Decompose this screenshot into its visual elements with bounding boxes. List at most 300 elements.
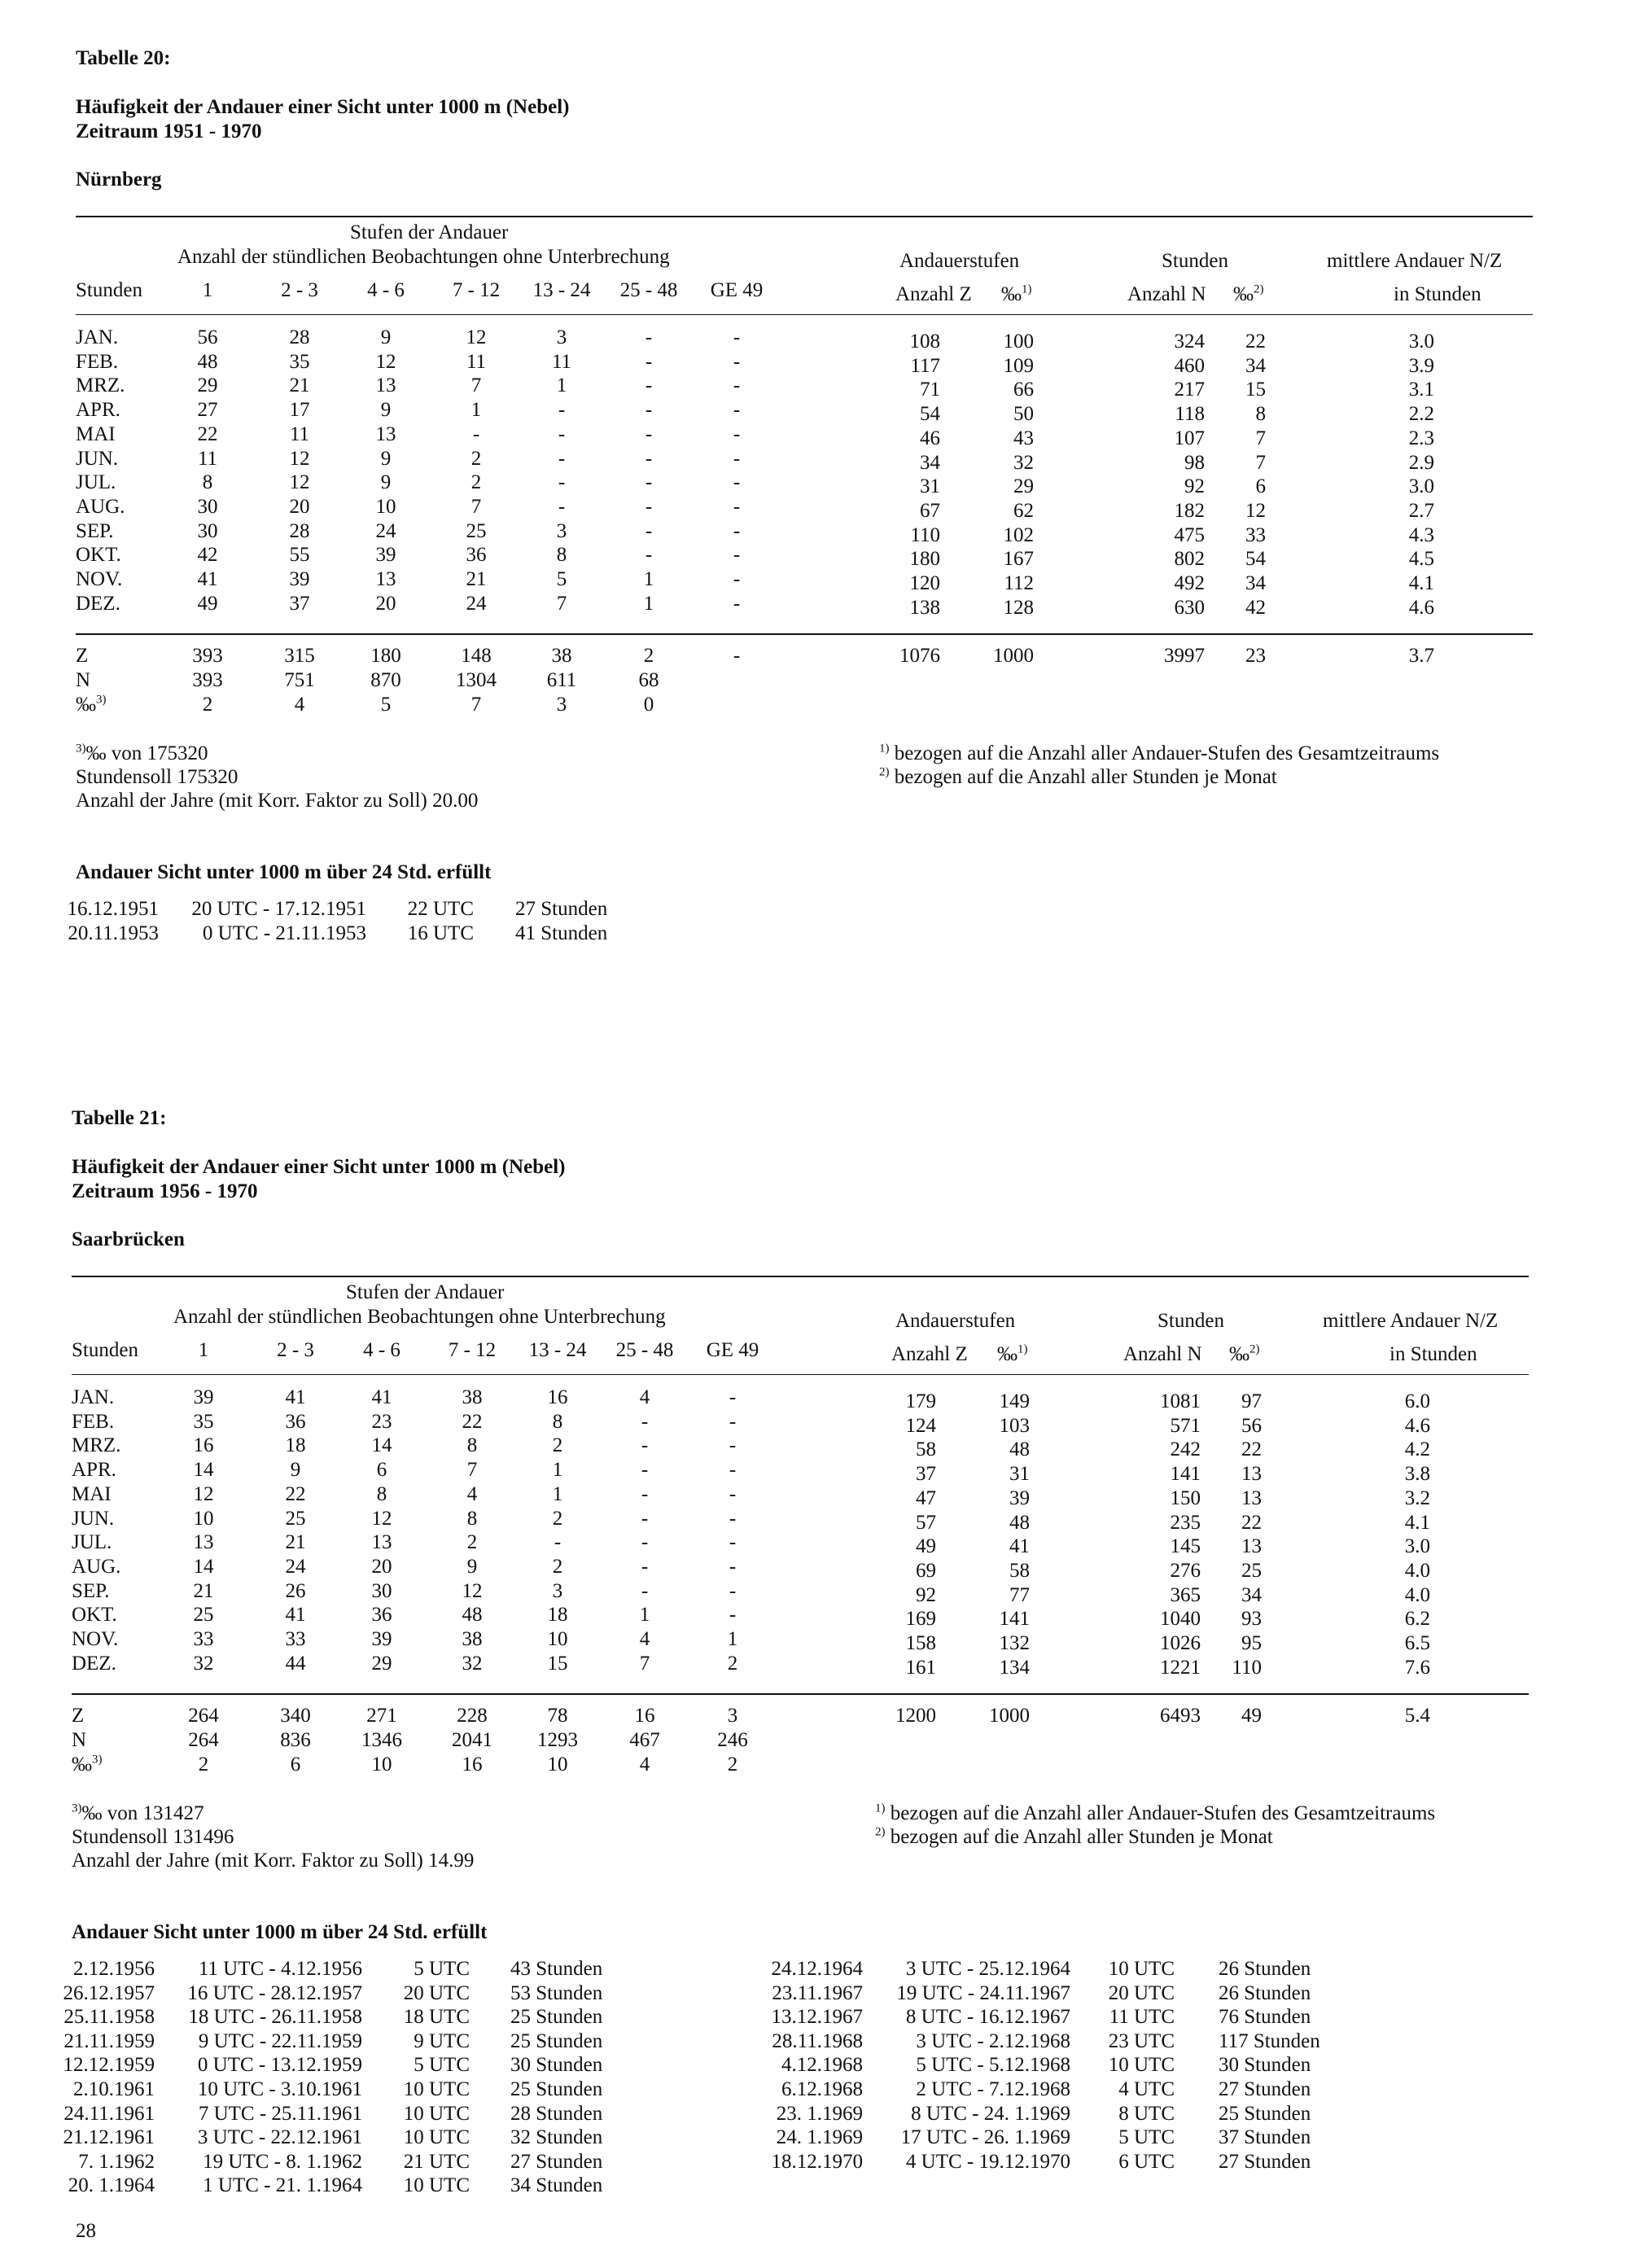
note-left: Anzahl der Jahre (mit Korr. Faktor zu Soll) 20.00	[76, 790, 479, 812]
stunden-header: Stunden	[72, 1339, 138, 1361]
note-text: bezogen auf die Anzahl aller Andauer-Stufen des Gesamtzeitraums	[885, 1802, 1436, 1824]
table-cell: 67	[920, 499, 940, 522]
table-cell: 25	[466, 519, 487, 542]
totals-label-footnote-marker: 3)	[92, 1753, 103, 1767]
event-range: 3 UTC - 25.12.1964	[905, 1958, 1070, 1980]
event-end-time: 16 UTC	[407, 922, 474, 944]
month-cell: DEZ.	[76, 592, 120, 615]
note-right	[879, 742, 1439, 765]
event-duration: 25 Stunden	[510, 2029, 603, 2052]
table-cell: 12	[289, 447, 310, 470]
table-cell: 15	[1245, 379, 1266, 401]
table-row	[0, 1434, 1628, 1459]
table-cell: 10	[547, 1754, 568, 1775]
event-range: 3 UTC - 2.12.1968	[916, 2029, 1070, 2052]
table-row	[0, 351, 1628, 375]
event-end-time: 5 UTC	[1118, 2126, 1175, 2149]
table-cell: 4	[639, 1386, 650, 1408]
table-cell: 0	[643, 694, 654, 716]
events-title: Andauer Sicht unter 1000 m über 24 Std. erfüllt	[76, 861, 492, 883]
anzahl-n-header: Anzahl N	[1127, 283, 1206, 305]
table-cell: 3	[727, 1705, 738, 1727]
table-cell: 54	[920, 403, 940, 426]
totals-row	[0, 1729, 1628, 1754]
event-start-date: 21.11.1959	[63, 2029, 155, 2052]
event-duration: 26 Stunden	[1219, 1981, 1311, 2004]
event-range: 18 UTC - 26.11.1958	[188, 2006, 362, 2029]
table-cell: 158	[905, 1632, 936, 1654]
event-row	[0, 2174, 1628, 2199]
table-cell: 30	[371, 1579, 392, 1602]
table-cell: 3.0	[1408, 475, 1434, 498]
table-cell: 22	[1241, 1511, 1262, 1534]
table-cell: 1	[727, 1628, 738, 1650]
table-cell: 271	[366, 1705, 397, 1727]
table-cell: 3	[552, 1579, 563, 1602]
table-cell: -	[645, 495, 653, 518]
table-cell: 95	[1241, 1632, 1262, 1654]
table-cell: 1	[552, 1459, 563, 1482]
table-cell: 98	[1184, 451, 1205, 474]
table-cell: 110	[1232, 1656, 1262, 1679]
table-cell: 32	[462, 1652, 483, 1675]
note-footnote-marker: 3)	[76, 742, 86, 755]
table-cell: 6	[290, 1754, 301, 1775]
event-end-time: 5 UTC	[414, 1958, 470, 1980]
in-stunden-header: in Stunden	[1394, 283, 1481, 305]
table-cell: 32	[193, 1652, 214, 1675]
event-end-time: 4 UTC	[1118, 2078, 1175, 2100]
table-cell: -	[733, 645, 741, 667]
table-cell: 393	[192, 669, 223, 691]
event-end-time: 20 UTC	[1108, 1981, 1175, 2004]
table-cell: 1	[643, 592, 654, 615]
table-cell: 13	[1241, 1486, 1262, 1509]
event-duration: 30 Stunden	[1219, 2054, 1311, 2077]
table-cell: 7	[639, 1652, 650, 1675]
event-range: 2 UTC - 7.12.1968	[916, 2078, 1070, 2100]
event-duration: 25 Stunden	[1219, 2102, 1311, 2125]
stufe-header: 13 - 24	[528, 1339, 587, 1361]
table-cell: -	[733, 471, 741, 494]
andauerstufen-header: Andauerstufen	[895, 1310, 1016, 1332]
note-left: Stundensoll 131496	[72, 1826, 234, 1848]
table-cell: -	[729, 1410, 737, 1433]
table-cell: 47	[916, 1486, 936, 1509]
note-right	[879, 766, 1277, 789]
table-cell: 14	[193, 1459, 214, 1482]
table-row	[0, 1653, 1628, 1677]
totals-rule	[76, 633, 1533, 635]
table-cell: 34	[920, 451, 940, 474]
event-duration: 32 Stunden	[510, 2126, 603, 2149]
table-cell: 36	[371, 1604, 392, 1627]
table-cell: 55	[289, 544, 310, 567]
table-cell: 2.2	[1408, 403, 1434, 426]
header-bottom-rule	[76, 314, 1533, 315]
events-title: Andauer Sicht unter 1000 m über 24 Std. erfüllt	[72, 1921, 488, 1943]
table-cell: 10	[375, 495, 396, 518]
table-cell: 120	[909, 572, 940, 594]
event-duration: 27 Stunden	[515, 898, 608, 920]
table-cell: 92	[1184, 475, 1205, 498]
event-start-date: 24.12.1964	[771, 1958, 863, 1980]
month-cell: OKT.	[76, 544, 121, 567]
permille-header-1	[997, 1343, 1028, 1366]
event-duration: 26 Stunden	[1219, 1958, 1311, 1980]
table-cell: -	[733, 592, 741, 615]
table-cell: 1	[643, 568, 654, 590]
table-cell: 48	[462, 1604, 483, 1627]
month-cell: JAN.	[72, 1386, 115, 1408]
permille-header-2-footnote-marker: 2)	[1254, 282, 1264, 296]
group-title: Stufen der Andauer	[350, 221, 509, 243]
table-cell: 10	[193, 1507, 214, 1530]
table-cell: 78	[547, 1705, 568, 1727]
table-cell: 16	[193, 1434, 214, 1457]
table-cell: 42	[1245, 596, 1266, 619]
page-number: 28	[76, 2220, 96, 2242]
event-duration: 27 Stunden	[1219, 2078, 1311, 2100]
table-cell: 35	[289, 350, 310, 373]
stufe-header: 25 - 48	[615, 1339, 674, 1361]
table-cell: 103	[999, 1414, 1030, 1437]
table-cell: 29	[1013, 475, 1034, 498]
stufe-header: 13 - 24	[532, 279, 591, 301]
table-cell: 4.6	[1404, 1414, 1430, 1437]
table-cell: 276	[1170, 1559, 1201, 1582]
table-cell: 69	[916, 1559, 936, 1582]
table-cell: 7	[470, 374, 482, 397]
table-cell: -	[645, 423, 653, 445]
table-row	[0, 1580, 1628, 1605]
table-cell: -	[645, 326, 653, 348]
mittlere-header: mittlere Andauer N/Z	[1323, 1310, 1499, 1332]
table-cell: 24	[466, 592, 487, 615]
table-cell: 32	[1013, 451, 1034, 474]
stunden-header: Stunden	[76, 279, 142, 301]
month-cell: MAI	[76, 423, 116, 445]
table-row	[0, 568, 1628, 593]
month-cell: APR.	[76, 399, 120, 422]
event-start-date: 23.11.1967	[772, 1981, 863, 2004]
table-cell: 108	[909, 331, 940, 352]
table-cell: 4.5	[1408, 548, 1434, 571]
table-cell: -	[733, 374, 741, 397]
table-cell: 2.9	[1408, 451, 1434, 474]
totals-row	[0, 1705, 1628, 1729]
event-end-time: 10 UTC	[403, 2126, 470, 2149]
table-cell: 35	[193, 1410, 214, 1433]
table-row	[0, 520, 1628, 545]
table-cell: 264	[188, 1705, 219, 1727]
table-cell: 2	[466, 1531, 478, 1554]
table-cell: 3	[556, 326, 567, 348]
table-cell: 12	[289, 471, 310, 494]
table-row	[0, 1604, 1628, 1631]
table-cell: 180	[909, 548, 940, 571]
event-row	[0, 1958, 1628, 1982]
table-cell: -	[733, 544, 741, 567]
table-cell: 180	[370, 645, 401, 667]
table-cell: -	[641, 1482, 649, 1505]
table-cell: -	[641, 1434, 649, 1457]
table-cell: 3.1	[1408, 379, 1434, 401]
table-cell: 41	[197, 568, 218, 590]
table-cell: 34	[1241, 1583, 1262, 1606]
permille-header-2-footnote-marker: 2)	[1249, 1342, 1260, 1356]
table-row	[0, 423, 1628, 448]
table-cell: 25	[1241, 1559, 1262, 1582]
table-cell: 13	[375, 374, 396, 397]
stufe-header: GE 49	[706, 1339, 759, 1361]
table-cell: 41	[371, 1386, 392, 1408]
stufe-header: 1	[198, 1339, 209, 1361]
table-cell: 9	[380, 399, 392, 422]
event-end-time: 23 UTC	[1108, 2029, 1175, 2052]
table-cell: -	[733, 350, 741, 373]
event-duration: 27 Stunden	[1219, 2150, 1311, 2173]
table-row	[0, 471, 1628, 496]
table-cell: 7	[470, 495, 482, 518]
event-range: 10 UTC - 3.10.1961	[197, 2078, 362, 2100]
table-cell: 2.3	[1408, 427, 1434, 449]
table-cell: 161	[905, 1656, 936, 1679]
table-cell: 2	[727, 1652, 738, 1675]
event-end-time: 21 UTC	[403, 2150, 470, 2173]
table-cell: 2	[470, 447, 482, 470]
month-cell: JUN.	[76, 447, 119, 470]
table-cell: 9	[380, 326, 392, 348]
permille-header-1-footnote-marker: 1)	[1022, 282, 1032, 296]
table-cell: 5	[556, 568, 567, 590]
table-cell: 6	[376, 1459, 387, 1482]
table-title: Häufigkeit der Andauer einer Sicht unter 1000 m (Nebel)	[76, 96, 570, 118]
month-cell: OKT.	[72, 1604, 117, 1627]
station-name: Nürnberg	[76, 169, 162, 190]
table-cell: 13	[371, 1531, 392, 1554]
table-cell: -	[645, 447, 653, 470]
table-cell: 31	[920, 475, 940, 498]
group-subtitle: Anzahl der stündlichen Beobachtungen ohne Unterbrechung	[173, 1306, 666, 1328]
table-cell: 4	[466, 1482, 478, 1505]
table-cell: 25	[285, 1507, 306, 1530]
in-stunden-header: in Stunden	[1389, 1343, 1477, 1365]
stufe-header: GE 49	[710, 279, 764, 301]
permille-header-2-text: ‰	[1229, 1343, 1249, 1365]
table-cell: 44	[285, 1652, 306, 1675]
month-cell: FEB.	[76, 350, 119, 373]
note-text: bezogen auf die Anzahl aller Stunden je Monat	[889, 766, 1277, 788]
note-footnote-marker: 2)	[875, 1825, 886, 1839]
table-cell: 31	[1009, 1463, 1030, 1486]
table-cell: 20	[375, 592, 396, 615]
table-cell: 3.7	[1408, 645, 1434, 667]
event-range: 4 UTC - 19.12.1970	[905, 2150, 1070, 2173]
table-cell: 10	[547, 1628, 568, 1650]
event-end-time: 10 UTC	[1108, 2054, 1175, 2077]
table-cell: 22	[1245, 331, 1266, 352]
table-cell: 26	[285, 1579, 306, 1602]
table-cell: 315	[284, 645, 315, 667]
table-row	[0, 399, 1628, 426]
event-row	[0, 2126, 1628, 2151]
table-cell: 460	[1174, 354, 1205, 377]
table-cell: 1	[470, 399, 482, 422]
table-row	[0, 593, 1628, 617]
month-cell: NOV.	[72, 1628, 119, 1650]
table-cell: 8	[1255, 403, 1266, 426]
table-cell: 39	[1009, 1486, 1030, 1509]
table-cell: 33	[285, 1628, 306, 1650]
month-cell: JUL.	[76, 471, 116, 494]
month-cell: DEZ.	[72, 1652, 116, 1675]
table-cell: 3.8	[1404, 1463, 1430, 1486]
table-cell: 4.1	[1404, 1511, 1430, 1534]
table-cell: -	[733, 568, 741, 590]
table-cell: 8	[552, 1410, 563, 1433]
event-end-time: 6 UTC	[1118, 2150, 1175, 2173]
table-cell: 97	[1241, 1390, 1262, 1412]
table-cell: 30	[197, 519, 218, 542]
table-cell: 3.2	[1404, 1486, 1430, 1509]
table-cell: 1	[639, 1604, 650, 1627]
event-duration: 37 Stunden	[1219, 2126, 1311, 2149]
table-cell: 8	[376, 1482, 387, 1505]
table-cell: 48	[197, 350, 218, 373]
table-cell: -	[645, 350, 653, 373]
anzahl-n-header: Anzahl N	[1123, 1343, 1202, 1365]
table-row	[0, 1483, 1628, 1508]
table-cell: 18	[285, 1434, 306, 1457]
note-left: Stundensoll 175320	[76, 766, 239, 788]
table-cell: 3.0	[1404, 1535, 1430, 1558]
table-cell: 11	[466, 350, 487, 373]
table-cell: 751	[284, 669, 315, 691]
table-cell: 124	[905, 1414, 936, 1437]
totals-label-text: ‰	[72, 1754, 92, 1775]
table-cell: -	[733, 495, 741, 518]
table-label: Tabelle 20:	[76, 47, 171, 69]
month-cell: JUL.	[72, 1531, 112, 1554]
month-cell: JAN.	[76, 326, 119, 348]
totals-rule	[72, 1693, 1529, 1695]
table-cell: 6.5	[1404, 1632, 1430, 1654]
table-cell: 39	[193, 1386, 214, 1408]
table-cell: 7.6	[1404, 1656, 1430, 1679]
month-cell: MRZ.	[76, 374, 125, 397]
table-top-rule	[72, 1276, 1529, 1277]
table-cell: 20	[289, 495, 310, 518]
table-cell: 242	[1170, 1438, 1201, 1461]
totals-label	[76, 694, 107, 716]
event-range: 9 UTC - 22.11.1959	[198, 2029, 362, 2052]
station-name: Saarbrücken	[72, 1228, 185, 1250]
table-cell: 228	[457, 1705, 488, 1727]
permille-header-2	[1233, 283, 1264, 306]
table-cell: 2	[470, 471, 482, 494]
event-duration: 25 Stunden	[510, 2078, 603, 2100]
table-cell: 246	[717, 1729, 748, 1751]
table-cell: -	[733, 423, 741, 445]
table-cell: 13	[375, 568, 396, 590]
table-cell: 66	[1013, 379, 1034, 401]
event-start-date: 2.10.1961	[73, 2078, 155, 2100]
table-section-nuernberg	[0, 0, 1628, 1099]
table-cell: -	[729, 1555, 737, 1578]
table-cell: 33	[1245, 523, 1266, 546]
event-duration: 34 Stunden	[510, 2174, 603, 2197]
table-cell: 393	[192, 645, 223, 667]
table-cell: 128	[1003, 596, 1034, 619]
table-cell: 23	[371, 1410, 392, 1433]
table-cell: 1346	[361, 1729, 402, 1751]
table-cell: -	[558, 423, 566, 445]
note-footnote-marker: 1)	[879, 742, 890, 755]
table-cell: 1000	[993, 645, 1034, 667]
table-cell: 9	[466, 1555, 478, 1578]
note-footnote-marker: 2)	[879, 765, 890, 779]
table-cell: 109	[1003, 354, 1034, 377]
table-cell: 21	[285, 1531, 306, 1554]
table-label: Tabelle 21:	[72, 1107, 167, 1129]
table-cell: 39	[371, 1628, 392, 1650]
event-end-time: 10 UTC	[1108, 1958, 1175, 1980]
table-cell: 41	[285, 1386, 306, 1408]
event-start-date: 6.12.1968	[781, 2078, 863, 2100]
table-cell: 7	[556, 592, 567, 615]
table-cell: 10	[371, 1754, 392, 1775]
event-row	[0, 898, 1628, 922]
table-cell: -	[641, 1555, 649, 1578]
table-cell: -	[641, 1579, 649, 1602]
table-cell: 2	[552, 1507, 563, 1530]
table-row	[0, 496, 1628, 520]
table-cell: -	[645, 471, 653, 494]
table-cell: 22	[462, 1410, 483, 1433]
totals-row	[0, 694, 1628, 718]
table-cell: 179	[905, 1390, 936, 1412]
table-cell: 13	[1241, 1535, 1262, 1558]
table-cell: 21	[466, 568, 487, 590]
table-cell: 3	[556, 694, 567, 716]
table-cell: 169	[905, 1608, 936, 1631]
table-cell: 6493	[1160, 1705, 1201, 1727]
event-range: 8 UTC - 16.12.1967	[905, 2006, 1070, 2029]
table-cell: 4.6	[1408, 596, 1434, 619]
table-cell: 4	[639, 1628, 650, 1650]
table-cell: 8	[556, 544, 567, 567]
event-start-date: 7. 1.1962	[78, 2150, 155, 2173]
table-cell: -	[641, 1507, 649, 1530]
note-text: ‰ von 131427	[81, 1802, 204, 1824]
note-text: bezogen auf die Anzahl aller Andauer-Stufen des Gesamtzeitraums	[889, 742, 1440, 764]
stufe-header: 7 - 12	[452, 279, 501, 301]
table-cell: -	[558, 447, 566, 470]
table-cell: 2	[727, 1754, 738, 1775]
table-cell: 56	[1241, 1414, 1262, 1437]
table-cell: 3997	[1164, 645, 1205, 667]
event-end-time: 5 UTC	[414, 2054, 470, 2077]
group-title: Stufen der Andauer	[346, 1281, 505, 1303]
event-end-time: 10 UTC	[403, 2078, 470, 2100]
table-cell: 50	[1013, 403, 1034, 426]
table-cell: 23	[1245, 645, 1266, 667]
month-cell: MAI	[72, 1482, 112, 1505]
event-end-time: 10 UTC	[403, 2102, 470, 2125]
table-cell: 630	[1174, 596, 1205, 619]
table-cell: 92	[916, 1583, 936, 1606]
